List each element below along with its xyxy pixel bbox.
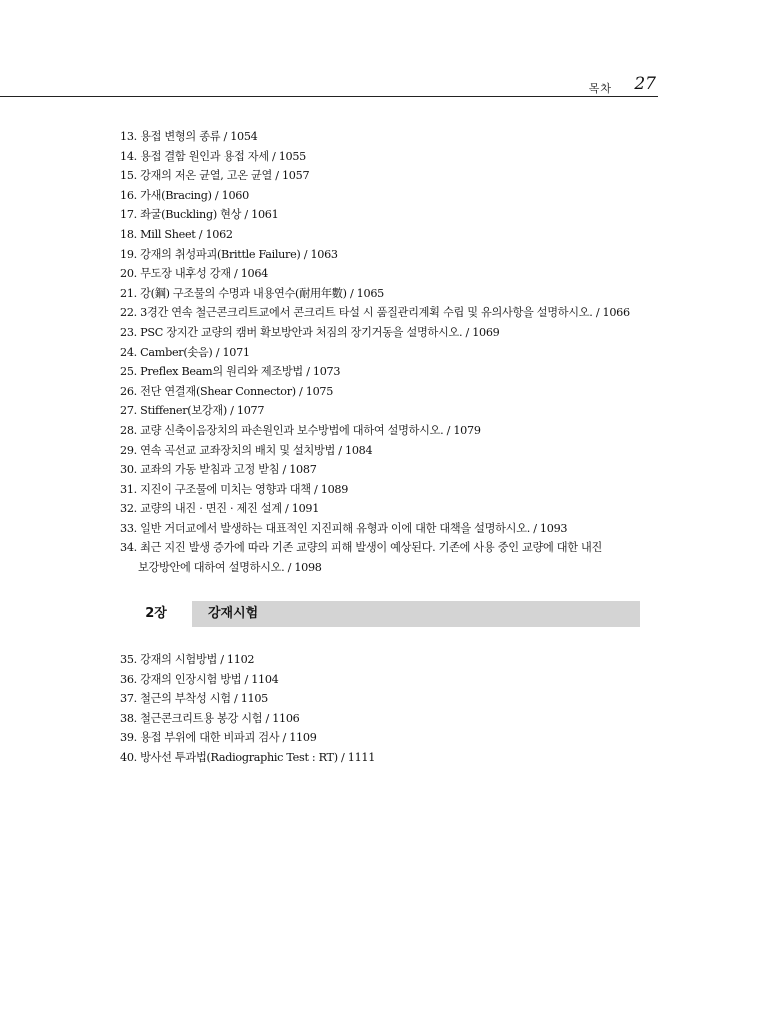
toc-item: 14. 용접 결함 원인과 용접 자세 / 1055 bbox=[120, 149, 307, 163]
toc-item: 31. 지진이 구조물에 미치는 영향과 대책 / 1089 bbox=[120, 482, 349, 496]
toc-item: 20. 무도장 내후성 강재 / 1064 bbox=[120, 267, 268, 281]
toc-item: 33. 일반 거더교에서 발생하는 대표적인 지진피해 유형과 이에 대한 대책을 설명하시오. / 1093 bbox=[120, 521, 568, 535]
toc-item: 15. 강재의 저온 균열, 고온 균열 / 1057 bbox=[120, 169, 310, 183]
toc-item: 17. 좌굴(Buckling) 현상 / 1061 bbox=[120, 208, 279, 222]
toc-item: 18. Mill Sheet / 1062 bbox=[120, 227, 233, 241]
header-label: 목차 bbox=[588, 82, 612, 95]
toc-item: 19. 강재의 취성파괴(Brittle Failure) / 1063 bbox=[120, 247, 338, 261]
toc-item: 27. Stiffener(보강재) / 1077 bbox=[120, 404, 265, 418]
toc-item: 23. PSC 장지간 교량의 캠버 확보방안과 처짐의 장기거동을 설명하시오. / 1069 bbox=[120, 325, 500, 339]
page-header bbox=[0, 72, 658, 96]
toc-item: 28. 교량 신축이음장치의 파손원인과 보수방법에 대하여 설명하시오. / 1079 bbox=[120, 423, 481, 437]
toc-item: 22. 3경간 연속 철근콘크리트교에서 콘크리트 타설 시 품질관리계획 수립 및 유의사항을 설명하시오. / 1066 bbox=[120, 306, 630, 320]
toc-item: 35. 강재의 시험방법 / 1102 bbox=[120, 653, 255, 666]
toc-item: 24. Camber(솟음) / 1071 bbox=[120, 345, 250, 359]
chapter-number: 2장 bbox=[120, 601, 192, 627]
toc-list-part1 bbox=[120, 127, 630, 578]
toc-item: 21. 강(鋼) 구조물의 수명과 내용연수(耐用年數) / 1065 bbox=[120, 286, 384, 300]
toc-list-part2 bbox=[120, 650, 375, 768]
toc-item-34-line2: 보강방안에 대하여 설명하시오. / 1098 bbox=[138, 561, 322, 575]
chapter-title: 강재시험 bbox=[208, 606, 259, 621]
toc-item: 39. 용접 부위에 대한 비파괴 검사 / 1109 bbox=[120, 731, 317, 745]
toc-item-34-line1: 34. 최근 지진 발생 증가에 따라 기존 교량의 피해 발생이 예상된다. 기존에 사용 중인 교량에 대한 내진 bbox=[120, 541, 603, 555]
toc-item: 40. 방사선 투과법(Radiographic Test : RT) / 1111 bbox=[120, 750, 376, 764]
toc-item: 38. 철근콘크리트용 봉강 시험 / 1106 bbox=[120, 711, 300, 725]
toc-item: 25. Preflex Beam의 원리와 제조방법 / 1073 bbox=[120, 365, 341, 379]
toc-item: 16. 가새(Bracing) / 1060 bbox=[120, 188, 249, 202]
header-rule bbox=[0, 96, 658, 97]
toc-item: 30. 교좌의 가동 받침과 고정 받침 / 1087 bbox=[120, 463, 317, 477]
toc-item: 36. 강재의 인장시험 방법 / 1104 bbox=[120, 672, 279, 686]
toc-item: 13. 용접 변형의 종류 / 1054 bbox=[120, 130, 258, 143]
toc-item-34 bbox=[120, 538, 630, 577]
chapter-heading-bar bbox=[120, 601, 640, 627]
toc-item: 37. 철근의 부착성 시험 / 1105 bbox=[120, 692, 268, 706]
toc-item: 26. 전단 연결재(Shear Connector) / 1075 bbox=[120, 384, 334, 398]
toc-item: 29. 연속 곡선교 교좌장치의 배치 및 설치방법 / 1084 bbox=[120, 443, 373, 457]
toc-item: 32. 교량의 내진 · 면진 · 제진 설계 / 1091 bbox=[120, 502, 320, 516]
page-number: 27 bbox=[634, 74, 656, 94]
